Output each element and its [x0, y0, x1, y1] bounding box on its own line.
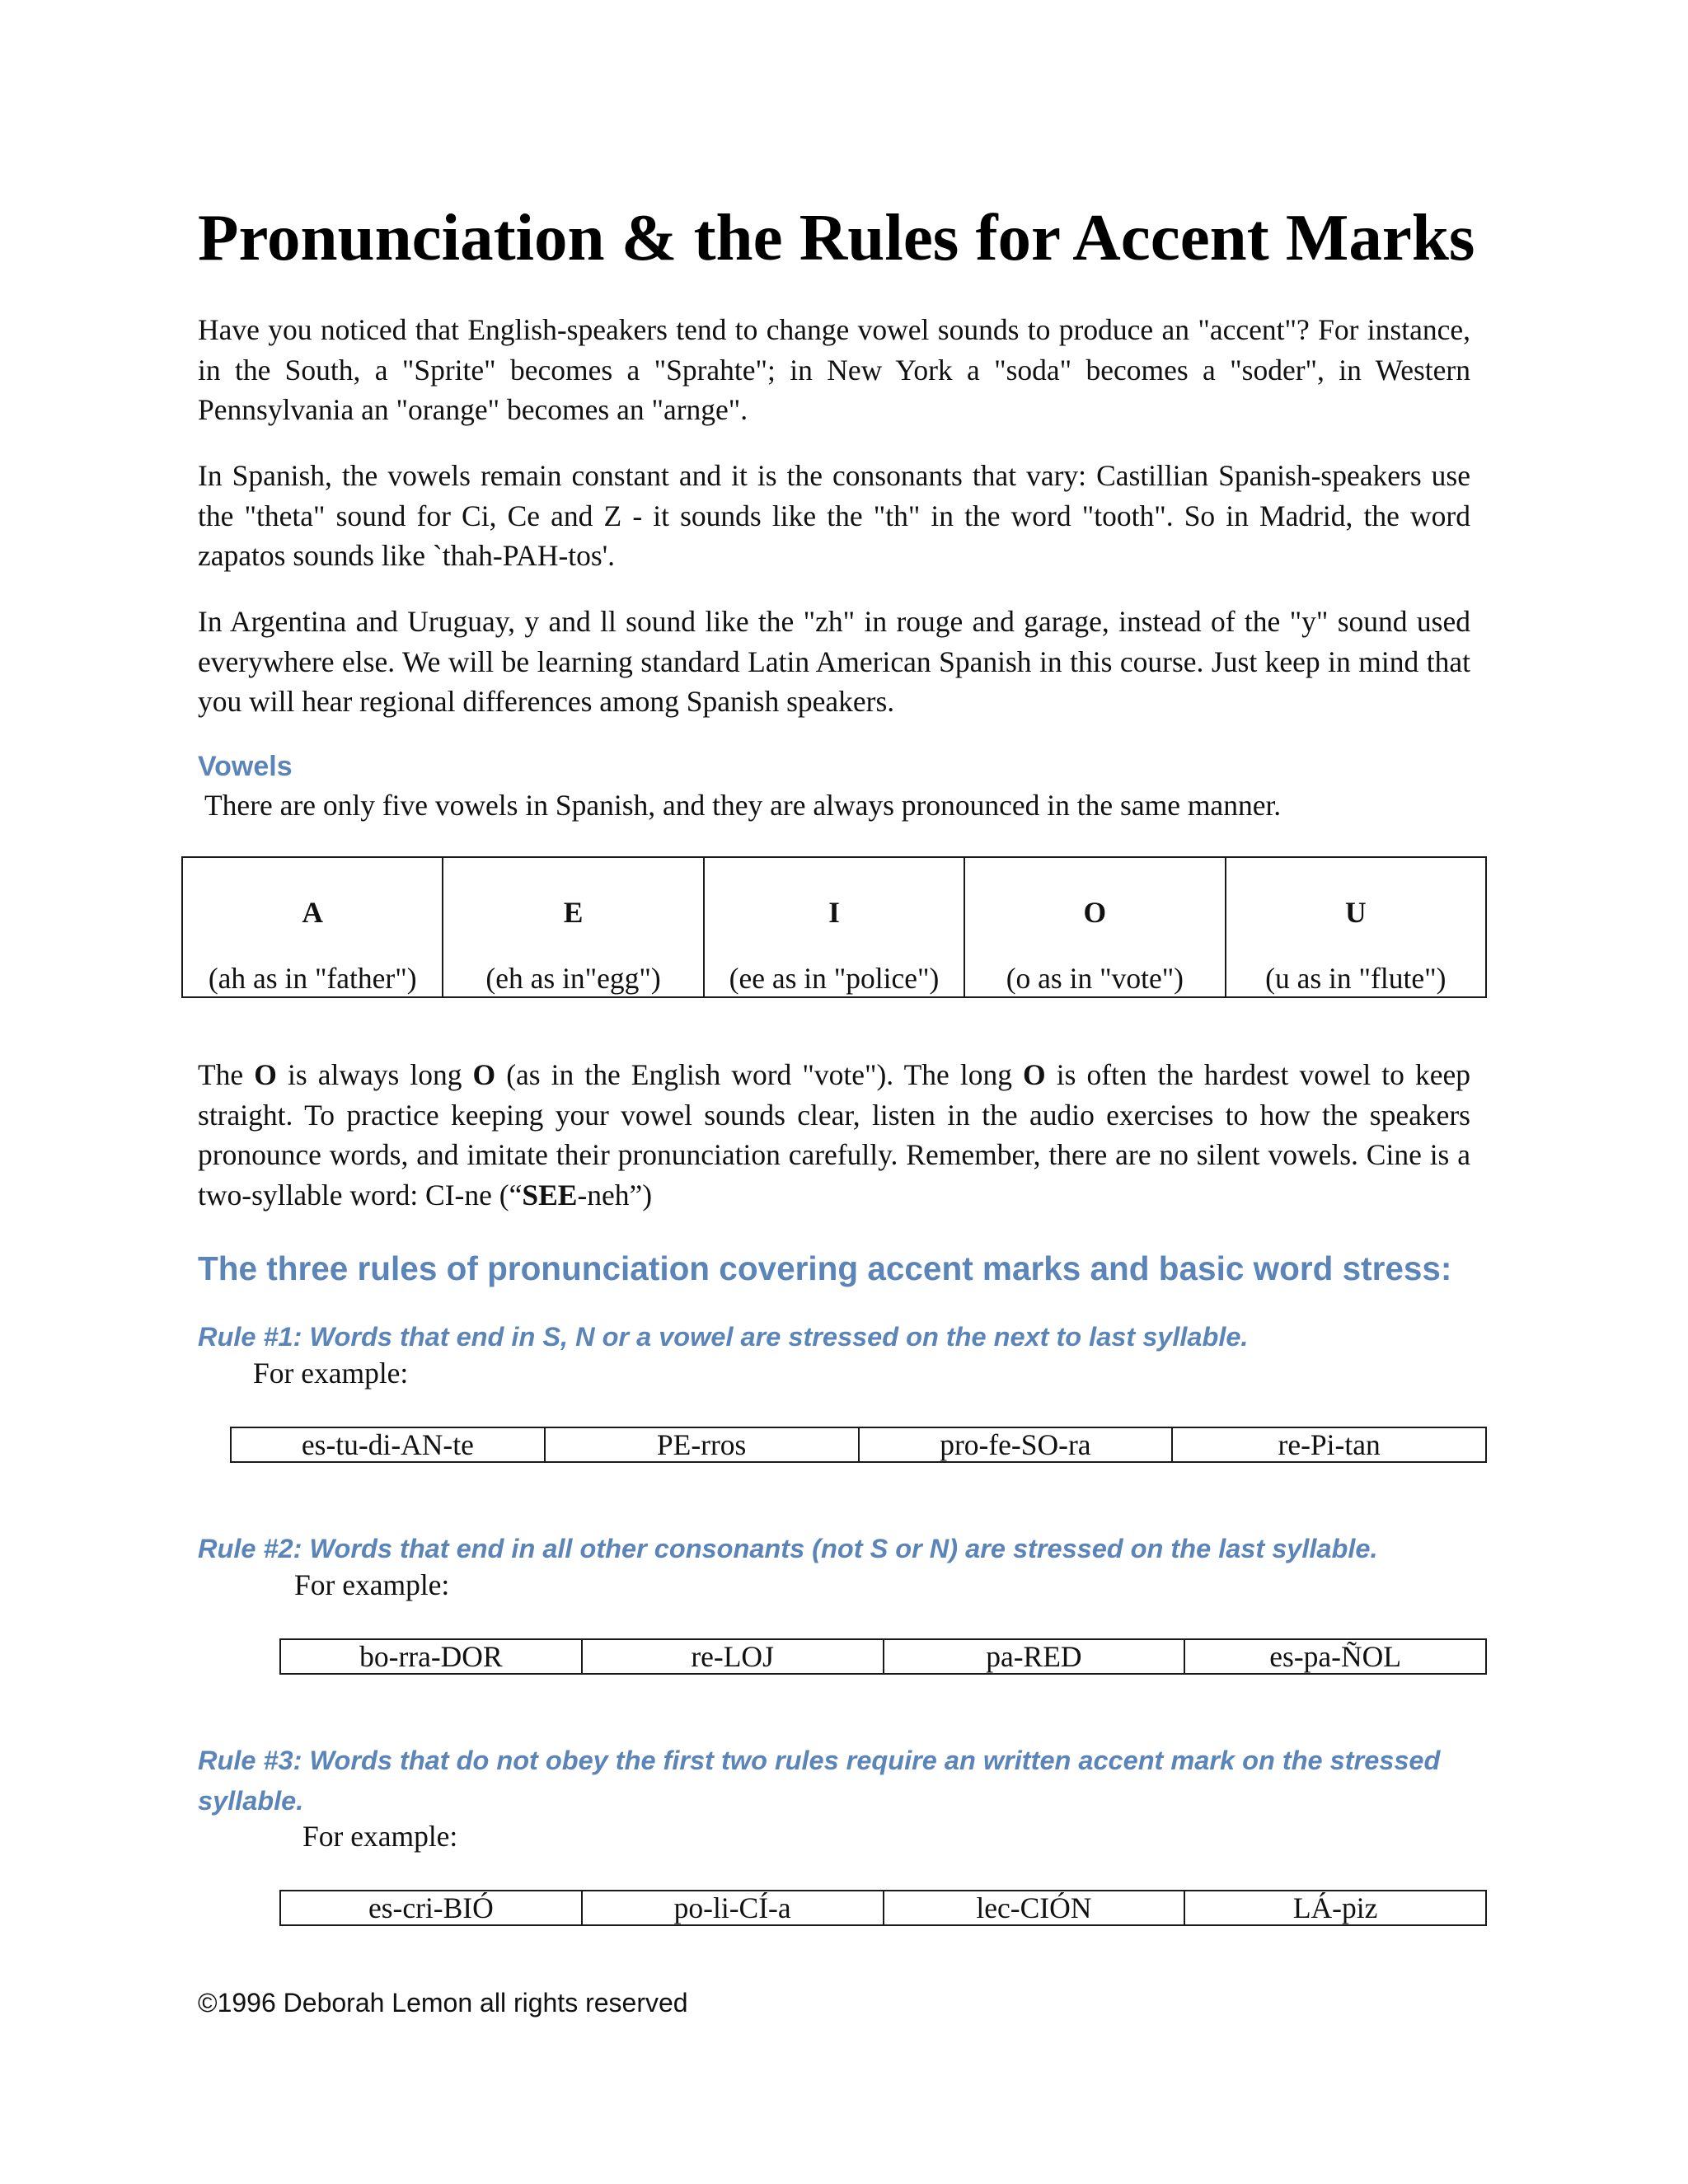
intro-paragraph-2: In Spanish, the vowels remain constant and it is the consonants that vary: Castillian Spanish-speakers use the "theta" sound for Ci, Ce and Z - it sounds like the "th" in the word "tooth". So in Madrid, the word zapatos sounds like `thah-PAH-tos'. — [198, 459, 1470, 572]
vowel-letter: I — [828, 896, 840, 929]
example-word: LÁ-piz — [1184, 1891, 1486, 1925]
o-note-text: (as in the English word "vote"). The long — [495, 1058, 1024, 1091]
rule-3-title: Rule #3: Words that do not obey the first two rules require an written accent mark on the stressed syllable. — [198, 1746, 1441, 1816]
vowel-description: (eh as in"egg") — [485, 962, 661, 995]
o-note-bold: O — [1023, 1058, 1046, 1091]
example-word: bo-rra-DOR — [280, 1639, 582, 1674]
rule-2-title: Rule #2: Words that end in all other consonants (not S or N) are stressed on the last syllable. — [198, 1534, 1378, 1563]
vowel-letter: U — [1344, 896, 1367, 929]
vowels-heading: Vowels — [198, 751, 293, 782]
rule-2-examples-table — [279, 1638, 1487, 1675]
o-note-paragraph — [198, 1055, 1470, 1215]
example-word: po-li-CÍ-a — [582, 1891, 884, 1925]
o-note-bold: SEE — [522, 1178, 578, 1212]
example-word: pa-RED — [884, 1639, 1185, 1674]
vowel-letter: A — [302, 896, 324, 929]
o-note-text: is often the hardest vowel to keep straight. To practice keeping your vowel sounds clear, listen in the audio exercises to how the speakers pronounce words, and imitate their pronunciation carefully. Remember, there are no silent vowels. Cine is a two-syllable word: CI-ne (“ — [198, 1058, 1470, 1212]
rule-1-examples-table — [230, 1427, 1487, 1463]
vowel-letter: O — [1083, 896, 1107, 929]
example-word: pro-fe-SO-ra — [859, 1427, 1173, 1462]
vowel-cell — [1226, 857, 1486, 997]
rule-3-examples-table — [279, 1890, 1487, 1926]
example-word: re-LOJ — [582, 1639, 884, 1674]
example-word: es-pa-ÑOL — [1184, 1639, 1486, 1674]
vowel-letter: E — [563, 896, 584, 929]
example-word: es-tu-di-AN-te — [231, 1427, 545, 1462]
vowel-description: (u as in "flute") — [1265, 962, 1447, 995]
rule-1-title: Rule #1: Words that end in S, N or a vowel are stressed on the next to last syllable. — [198, 1322, 1249, 1352]
o-note-text: is always long — [276, 1058, 473, 1091]
vowels-lead: There are only five vowels in Spanish, and they are always pronounced in the same manner. — [204, 789, 1282, 822]
o-note-bold: O — [254, 1058, 277, 1091]
rule-3-example-label: For example: — [302, 1820, 458, 1853]
o-note-bold: O — [472, 1058, 496, 1091]
example-word: lec-CIÓN — [884, 1891, 1185, 1925]
intro-paragraph-3: In Argentina and Uruguay, y and ll sound like the "zh" in rouge and garage, instead of the "y" sound used everywhere else. We will be learning standard Latin American Spanish in this course. Just keep in mind that you will hear regional differences among Spanish speakers. — [198, 605, 1470, 718]
page-title: Pronunciation & the Rules for Accent Marks — [198, 200, 1475, 274]
vowel-cell — [443, 857, 703, 997]
example-word: re-Pi-tan — [1172, 1427, 1486, 1462]
example-word: es-cri-BIÓ — [280, 1891, 582, 1925]
o-note-text: -neh”) — [577, 1178, 653, 1212]
vowel-cell — [182, 857, 443, 997]
o-note-text: The — [198, 1058, 255, 1091]
vowel-cell — [964, 857, 1225, 997]
vowels-table — [181, 856, 1487, 998]
intro-paragraph-1: Have you noticed that English-speakers tend to change vowel sounds to produce an "accent"? For instance, in the South, a "Sprite" becomes a "Sprahte"; in New York a "soda" becomes a "soder", in Western Pennsylvania an "orange" becomes an "arnge". — [198, 313, 1470, 426]
rule-1-example-label: For example: — [253, 1357, 409, 1390]
vowel-description: (ee as in "police") — [729, 962, 940, 995]
example-word: PE-rros — [545, 1427, 859, 1462]
vowel-description: (ah as in "father") — [208, 962, 417, 995]
rules-heading: The three rules of pronunciation covering accent marks and basic word stress: — [198, 1249, 1452, 1287]
vowel-description: (o as in "vote") — [1006, 962, 1184, 995]
rule-2-example-label: For example: — [294, 1568, 450, 1601]
vowel-cell — [704, 857, 964, 997]
copyright-footer: ©1996 Deborah Lemon all rights reserved — [198, 1988, 688, 2018]
